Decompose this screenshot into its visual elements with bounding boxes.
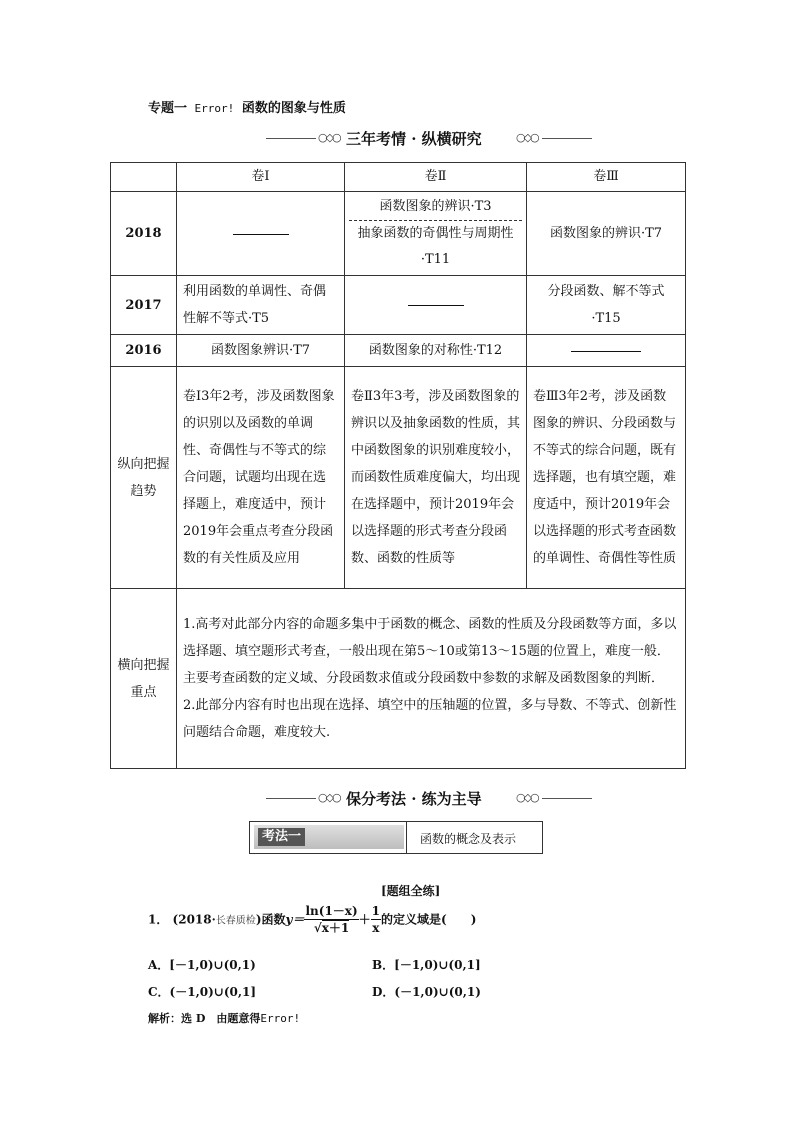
option-d: D．(－1,0)∪(0,1)	[372, 985, 481, 999]
ornament-left-icon: ○◇○	[318, 131, 340, 144]
blank-line	[233, 233, 289, 235]
cell-blank	[527, 335, 686, 367]
fraction-numerator: ln(1－x)	[305, 904, 358, 918]
question-tail: 的定义域是( )	[381, 912, 477, 927]
header-paper-3: 卷Ⅲ	[527, 163, 686, 192]
header-paper-2: 卷Ⅱ	[345, 163, 527, 192]
fraction-denominator: x	[372, 921, 380, 935]
question-1	[148, 904, 476, 944]
cell-2016-paper-2: 函数图象的对称性·T12	[345, 335, 527, 367]
question-source-place: 长春质检	[215, 915, 256, 927]
cell-2017-paper-1: 利用函数的单调性、奇偶性解不等式·T5	[177, 276, 345, 335]
method-tag	[254, 825, 404, 849]
table-row-2016	[111, 335, 686, 367]
focus-point-2: 2.此部分内容有时也出现在选择、填空中的压轴题的位置，多与导数、不等式、创新性问题结合命题，难度较大.	[183, 698, 677, 740]
cell-2018-paper-3: 函数图象的辨识·T7	[527, 192, 686, 276]
ornament-right-icon: ○◇○	[516, 791, 538, 804]
year-cell: 2016	[111, 335, 177, 367]
trend-paper-3: 卷Ⅲ3年2考，涉及函数图象的辨识、分段函数与不等式的综合问题，既有选择题，也有填空题，难度适中，预计2019年会以选择题的形式考查函数的单调性、奇偶性等性质	[527, 367, 686, 589]
blank-line	[571, 350, 641, 352]
header-paper-1: 卷Ⅰ	[177, 163, 345, 192]
question-number: 1．	[148, 912, 169, 927]
section-heading-practice	[0, 788, 794, 808]
year-cell: 2018	[111, 192, 177, 276]
cell-line: 抽象函数的奇偶性与周期性·T11	[357, 226, 514, 267]
heading-rule-right	[542, 798, 592, 799]
answer-error-text: Error!	[260, 1012, 301, 1025]
trend-paper-1: 卷Ⅰ3年2考，涉及函数图象的识别以及函数的单调性、奇偶性与不等式的综合问题，试题均出现在选择题上，难度适中，预计2019年会重点考查分段函数的有关性质及应用	[177, 367, 345, 589]
exam-analysis-table	[110, 162, 686, 769]
table-row-2017	[111, 276, 686, 335]
trend-row-head: 纵向把握趋势	[111, 367, 177, 589]
table-row-focus	[111, 589, 686, 769]
title-topic: 函数的图象与性质	[241, 101, 346, 116]
ornament-right-icon: ○◇○	[516, 131, 538, 144]
focus-row-head: 横向把握重点	[111, 589, 177, 769]
blank-line	[408, 304, 464, 306]
sqrt-radicand: x＋1	[321, 921, 350, 935]
method-name: 函数的概念及表示	[420, 832, 517, 846]
cell-blank	[345, 276, 527, 335]
focus-point-1: 1.高考对此部分内容的命题多集中于函数的概念、函数的性质及分段函数等方面，多以选择题、填空题形式考查，一般出现在第5～10或第13～15题的位置上，难度一般．主要考查函数的定义域、分段函数求值或分段函数中参数的求解及函数图象的判断．	[183, 617, 677, 686]
fraction-main	[304, 904, 358, 936]
trend-paper-2: 卷Ⅱ3年3考，涉及函数图象的辨识以及抽象函数的性质，其中函数图象的识别难度较小，而函数性质难度偏大，均出现在选择题中，预计2019年会以选择题的形式考查分段函数、函数的性质等	[345, 367, 527, 589]
section-title: 保分考法 · 练为主导	[346, 790, 482, 808]
section-heading-analysis	[0, 128, 794, 148]
cell-line: 函数图象的辨识·T3	[379, 199, 492, 214]
answer-label: 解析：选 D 由题意得	[148, 1012, 261, 1025]
fraction-denominator: √x＋1	[313, 921, 350, 935]
table-row-trend	[111, 367, 686, 589]
fraction-numerator: 1	[371, 904, 381, 918]
title-prefix: 专题一	[148, 101, 188, 116]
plus-sign: ＋	[358, 912, 371, 927]
method-divider	[406, 822, 407, 853]
cell-2017-paper-3: 分段函数、解不等式·T15	[527, 276, 686, 335]
table-row-2018	[111, 192, 686, 276]
question-source-close: )函数	[255, 912, 286, 927]
option-a: A．[－1,0)∪(0,1)	[148, 958, 256, 972]
method-tag-label: 考法一	[258, 828, 305, 846]
function-variable: y＝	[285, 912, 305, 927]
drill-title: [题组全练]	[381, 884, 441, 898]
option-b: B．[－1,0)∪(0,1]	[372, 958, 481, 972]
fraction-second	[371, 904, 381, 936]
title-error-text: Error!	[194, 102, 235, 115]
question-source-open: (2018·	[172, 912, 216, 927]
cell-2016-paper-1: 函数图象辨识·T7	[177, 335, 345, 367]
header-corner	[111, 163, 177, 192]
cell-blank	[177, 192, 345, 276]
focus-points	[177, 589, 686, 769]
option-c: C．(－1,0)∪(0,1]	[148, 985, 257, 999]
heading-rule-left	[266, 138, 316, 139]
year-cell: 2017	[111, 276, 177, 335]
section-title: 三年考情 · 纵横研究	[346, 130, 482, 148]
method-box	[249, 821, 543, 854]
cell-2018-paper-2	[345, 192, 527, 276]
table-header-row	[111, 163, 686, 192]
answer-line	[148, 1010, 300, 1026]
ornament-left-icon: ○◇○	[318, 791, 340, 804]
heading-rule-right	[542, 138, 592, 139]
heading-rule-left	[266, 798, 316, 799]
document-title	[148, 97, 346, 116]
